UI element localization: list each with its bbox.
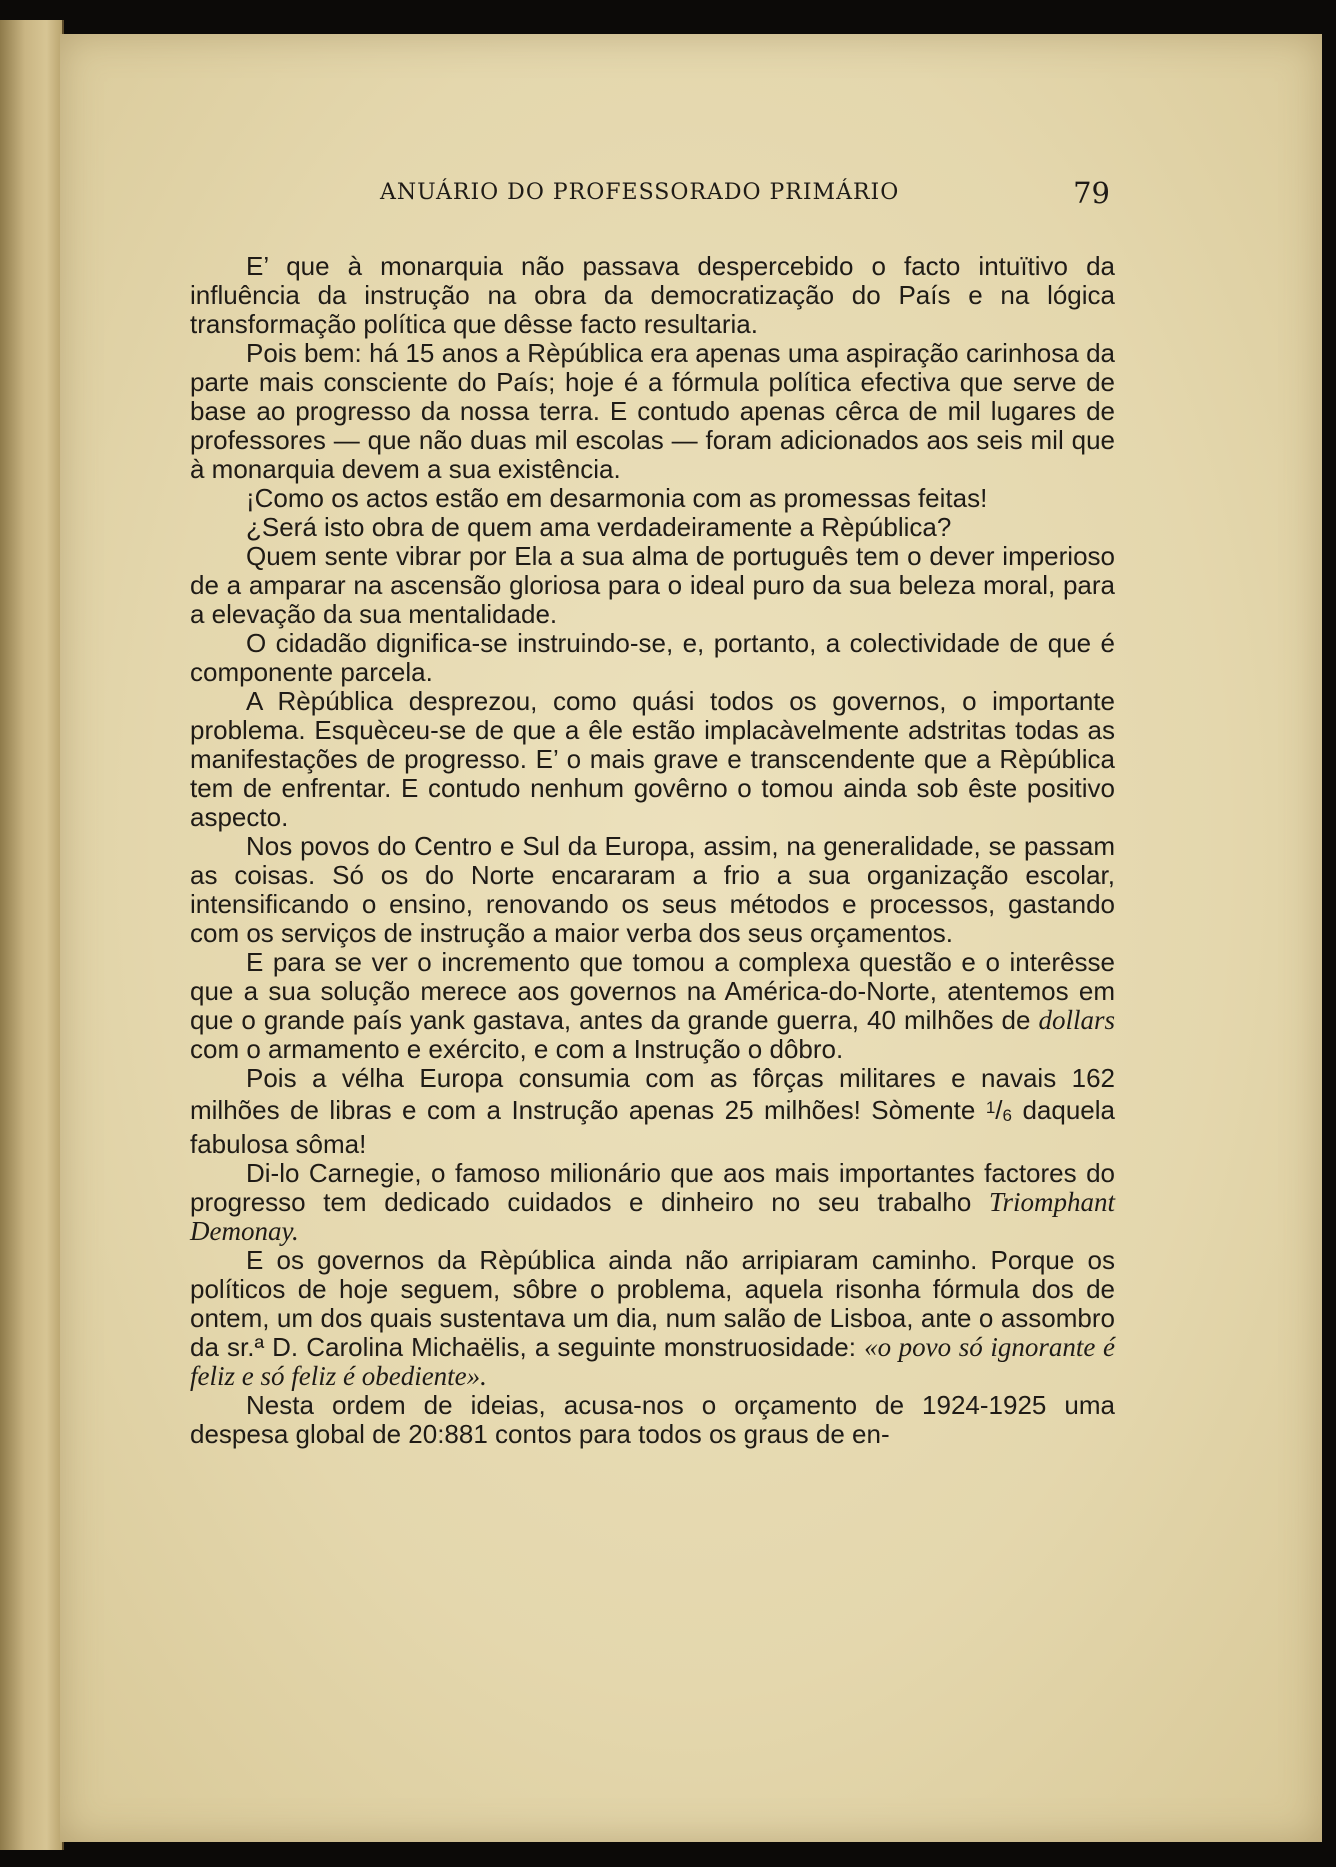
paragraph-text: daquela fabulosa sôma!	[190, 1095, 1115, 1159]
paragraph: Pois a vélha Europa consumia com as fôrças militares e navais 162 milhões de libras e com a Instrução apenas 25 milhões! Sòmente $^1$/6 daquela fabulosa sôma!	[190, 1063, 1115, 1159]
paragraph	[190, 1246, 1115, 1391]
paragraph-text: Di-lo Carnegie, o famoso milionário que aos mais importantes factores do progresso tem dedicado cuidados e dinheiro no seu trabalho	[190, 1158, 1115, 1217]
paragraph: ¿Será isto obra de quem ama verdadeiramente a Rèpública?	[246, 512, 952, 542]
paragraph: Nesta ordem de ideias, acusa-nos o orçamento de 1924-1925 uma despesa global de 20:881 contos para todos os graus de en-	[190, 1390, 1115, 1449]
book-page	[60, 34, 1322, 1842]
paragraph	[190, 948, 1115, 1064]
running-title: ANUÁRIO DO PROFESSORADO PRIMÁRIO	[380, 180, 900, 205]
running-head	[380, 176, 1110, 216]
paragraph: Nos povos do Centro e Sul da Europa, assim, na generalidade, se passam as coisas. Só os do Norte encararam a frio a sua organização escolar, intensificando o ensino, renovando os seus métodos e processos, gastando com os serviços de instrução a maior verba dos seus orçamentos.	[190, 831, 1115, 948]
page-number: 79	[1073, 176, 1110, 210]
paragraph-text: E os governos da Rèpública ainda não arripiaram caminho. Porque os políticos de hoje seguem, sôbre o problema, aquela risonha fórmula dos de ontem, um dos quais sustentava um dia, num salão de Lisboa, ante o assombro da sr.ª D. Carolina Michaëlis, a seguinte monstruosidade:	[190, 1245, 1115, 1362]
paragraph	[190, 1159, 1115, 1246]
paragraph: A Rèpública desprezou, como quási todos os governos, o importante problema. Esquèceu-se de que a êle estão implacàvelmente adstritas todas as manifestações de progresso. E’ o mais grave e transcendente que a Rèpública tem de enfrentar. E contudo nenhum govêrno o tomou ainda sob êste positivo aspecto.	[190, 686, 1115, 832]
fraction-denominator: 6	[1002, 1106, 1012, 1125]
fraction-numerator: 1	[985, 1098, 996, 1117]
italic-term: dollars	[1038, 1005, 1115, 1035]
paragraph-text: E para se ver o incremento que tomou a complexa questão e o interêsse que a sua solução merece aos governos na América-do-Norte, atentemos em que o grande país yank gastava, antes da grande guerra, 40 milhões de	[190, 947, 1115, 1035]
italic-quote: «o povo só ignorante é feliz e só feliz é obediente».	[190, 1332, 1115, 1391]
paragraph: Pois bem: há 15 anos a Rèpública era apenas uma aspiração carinhosa da parte mais consciente do País; hoje é a fórmula política efectiva que serve de base ao progresso da nossa terra. E contudo apenas cêrca de mil lugares de professores — que não duas mil escolas — foram adicionados aos seis mil que à monarquia devem a sua existência.	[190, 338, 1115, 484]
paragraph: O cidadão dignifica-se instruindo-se, e, portanto, a colectividade de que é componente parcela.	[190, 628, 1115, 687]
paragraph: E’ que à monarquia não passava despercebido o facto intuïtivo da influência da instrução na obra da democratização do País e na lógica transformação política que dêsse facto resultaria.	[190, 251, 1115, 339]
paragraph: Quem sente vibrar por Ela a sua alma de português tem o dever imperioso de a amparar na ascensão gloriosa para o ideal puro da sua beleza moral, para a elevação da sua mentalidade.	[190, 541, 1115, 629]
paragraph: ¡Como os actos estão em desarmonia com as promessas feitas!	[246, 483, 988, 513]
italic-title: Triomphant Demonay.	[190, 1187, 1115, 1246]
body-text	[190, 252, 1115, 1449]
paragraph-text: com o armamento e exército, e com a Instrução o dôbro.	[190, 1034, 844, 1064]
paragraph-text: Pois a vélha Europa consumia com as fôrças militares e navais 162 milhões de libras e com a Instrução apenas 25 milhões! Sòmente	[190, 1063, 1115, 1125]
book-spine	[0, 20, 64, 1850]
